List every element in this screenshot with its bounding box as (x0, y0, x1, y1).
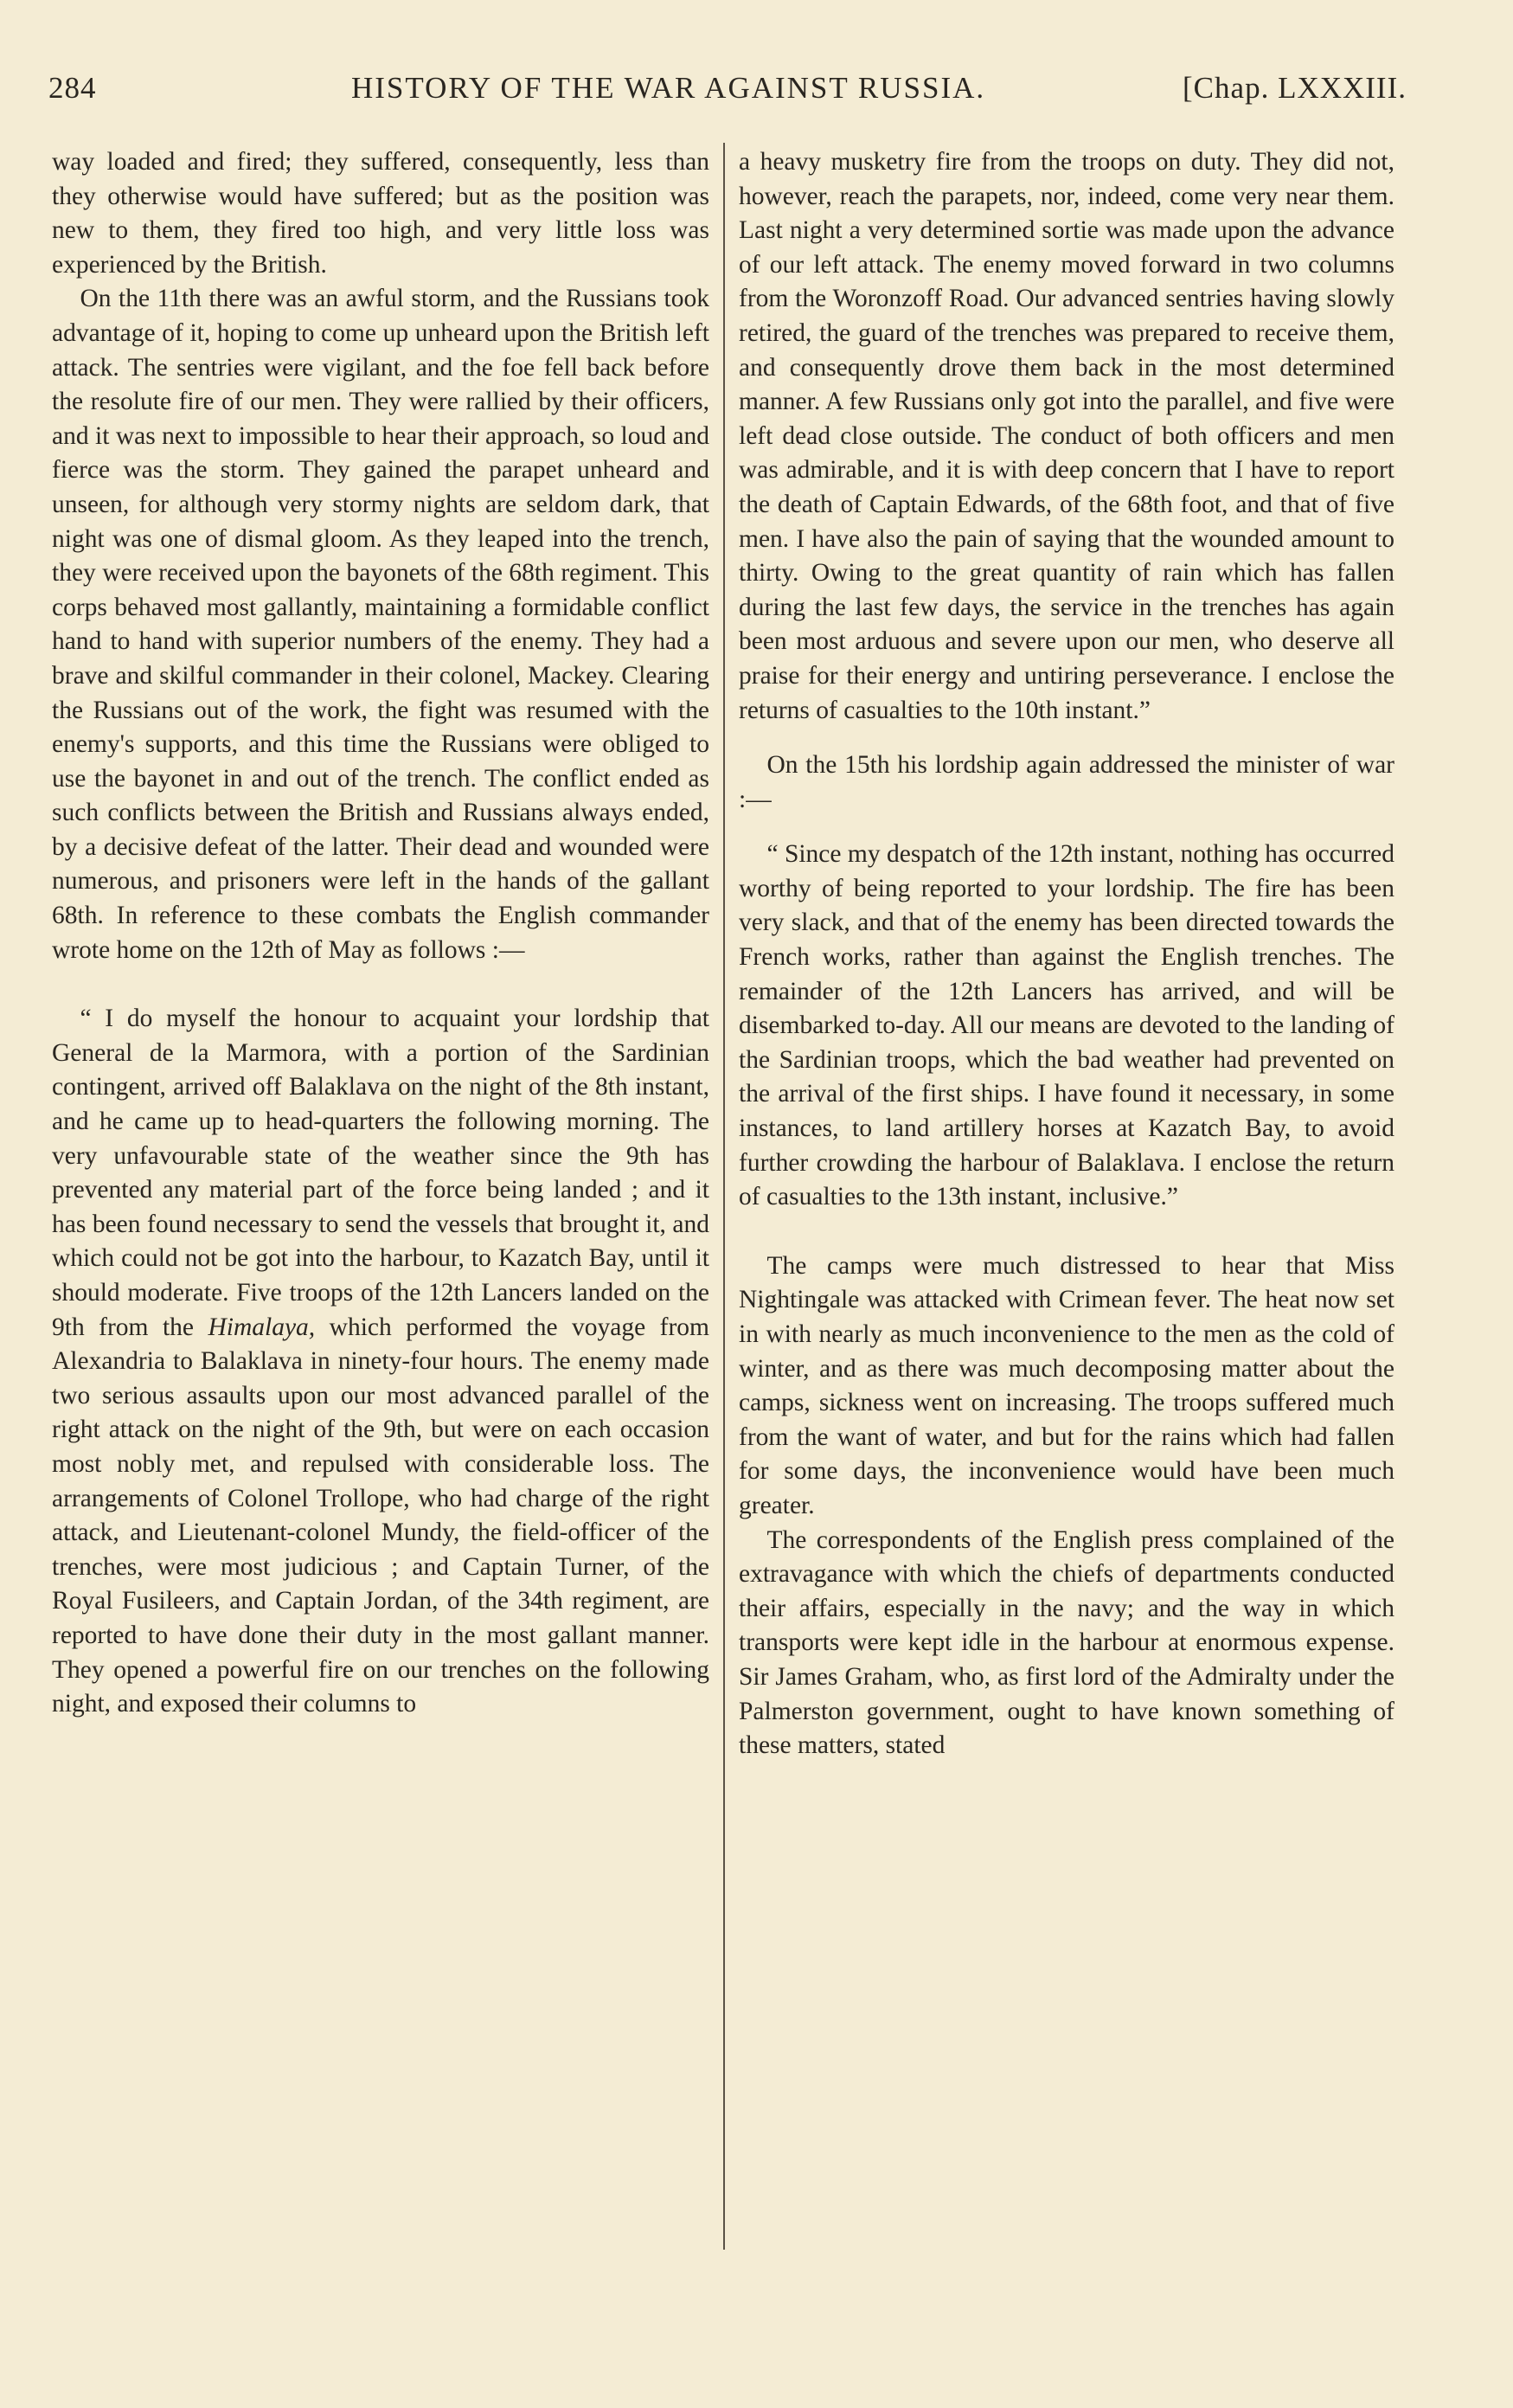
running-header (48, 71, 1407, 123)
running-title: HISTORY OF THE WAR AGAINST RUSSIA. (351, 71, 986, 105)
left-column (52, 145, 709, 1722)
paragraph-continued: way loaded and fired; they suffered, consequently, less than they otherwise would have suffered; but as the position was new to them, they fired too high, and very little loss was experienced by the British. (52, 148, 709, 279)
right-column (739, 145, 1394, 1763)
page-number: 284 (48, 71, 97, 105)
despatch-quote-15th: “ Since my despatch of the 12th instant, nothing has occurred worthy of being reported to your lordship. The fire has been very slack, and that of the enemy has been directed towards the French works, rather than against the English trenches. The remainder of the 12th Lancers has arrived, and will be disembarked to-day. All our means are devoted to the landing of the Sardinian troops, which the bad weather had prevented on the arrival of the first ships. I have found it necessary, in some instances, to land artillery horses at Kazatch Bay, to avoid further crowding the harbour of Balaklava. I enclose the return of casualties to the 13th instant, inclusive.” (739, 840, 1394, 1211)
ship-name-himalaya: Himalaya, (208, 1313, 316, 1341)
paragraph-camps: The camps were much distressed to hear that Miss Nightingale was attacked with Crimean fever. The heat now set in with nearly as much inconvenience to the men as the cold of winter, and as there was much decomposing matter about the camps, sickness went on increasing. The troops suffered much from the want of water, and but for the rains which had fallen for some days, the inconvenience would have been much greater. (739, 1251, 1394, 1519)
quote-text-part-2: which performed the voyage from Alexandria to Balaklava in ninety-four hours. The enemy made two serious assaults upon our most advanced parallel of the right attack on the night of the 9th, but were on each occasion most nobly met, and repulsed with considerable loss. The arrangements of Colonel Trollope, who had charge of the right attack, and Lieutenant-colonel Mundy, the field-officer of the trenches, were most judicious ; and Captain Turner, of the Royal Fusileers, and Captain Jordan, of the 34th regiment, are reported to have done their duty in the most gallant manner. They opened a powerful fire on our trenches on the following night, and exposed their columns to (52, 1313, 710, 1718)
paragraph-storm: On the 11th there was an awful storm, and the Russians took advantage of it, hoping to come up unheard upon the British left attack. The sentries were vigilant, and the foe fell back before the resolute fire of our men. They were rallied by their officers, and it was next to impossible to hear their approach, so loud and fierce was the storm. They gained the parapet unheard and unseen, for although very stormy nights are seldom dark, that night was one of dismal gloom. As they leaped into the trench, they were received upon the bayonets of the 68th regiment. This corps behaved most gallantly, maintaining a formidable conflict hand to hand with superior numbers of the enemy. They had a brave and skilful commander in their colonel, Mackey. Clearing the Russians out of the work, the fight was resumed with the enemy's supports, and this time the Russians were obliged to use the bayonet in and out of the trench. The conflict ended as such conflicts between the British and Russians always ended, by a decisive defeat of the latter. Their dead and wounded were numerous, and prisoners were left in the hands of the gallant 68th. In reference to these combats the English commander wrote home on the 12th of May as follows :— (52, 285, 709, 964)
paragraph-15th: On the 15th his lordship again addressed the minister of war :— (739, 751, 1394, 813)
spacer (739, 1215, 1394, 1249)
despatch-quote-continued: a heavy musketry fire from the troops on duty. They did not, however, reach the parapets, nor, indeed, come very near them. Last night a very determined sortie was made upon the advance of our left attack. The enemy moved forward in two columns from the Woronzoff Road. Our advanced sentries having slowly retired, the guard of the trenches was prepared to receive them, and consequently drove them back in the most determined manner. A few Russians only got into the parallel, and five were left dead close outside. The conduct of both officers and men was admirable, and it is with deep concern that I have to report the death of Captain Edwards, of the 68th foot, and that of five men. I have also the pain of saying that the wounded amount to thirty. Owing to the great quantity of rain which has fallen during the last few days, the service in the trenches has again been most arduous and severe upon our men, who deserve all praise for their energy and untiring perseverance. I enclose the returns of casualties to the 10th instant.” (739, 148, 1394, 724)
spacer (739, 817, 1394, 838)
despatch-quote-12th (52, 1002, 709, 1721)
paragraph-press: The correspondents of the English press complained of the extravagance with which the chiefs of departments conducted their affairs, especially in the navy; and the way in which transports were kept idle in the harbour at enormous expense. Sir James Graham, who, as first lord of the Admiralty under the Palmerston government, ought to have known something of these matters, stated (739, 1525, 1394, 1760)
chapter-label: [Chap. LXXXIII. (1183, 71, 1407, 105)
spacer (739, 728, 1394, 748)
column-divider (723, 143, 725, 2250)
spacer (52, 967, 709, 1002)
quote-text-part-1: “ I do myself the honour to acquaint your lordship that General de la Marmora, with a portion of the Sardinian contingent, arrived off Balaklava on the night of the 8th instant, and he came up to head-quarters the following morning. The very unfavourable state of the weather since the 9th has prevented any material part of the force being landed ; and it has been found necessary to send the vessels that brought it, and which could not be got into the harbour, to Kazatch Bay, until it should moderate. Five troops of the 12th Lancers landed on the 9th from the (52, 1005, 709, 1341)
